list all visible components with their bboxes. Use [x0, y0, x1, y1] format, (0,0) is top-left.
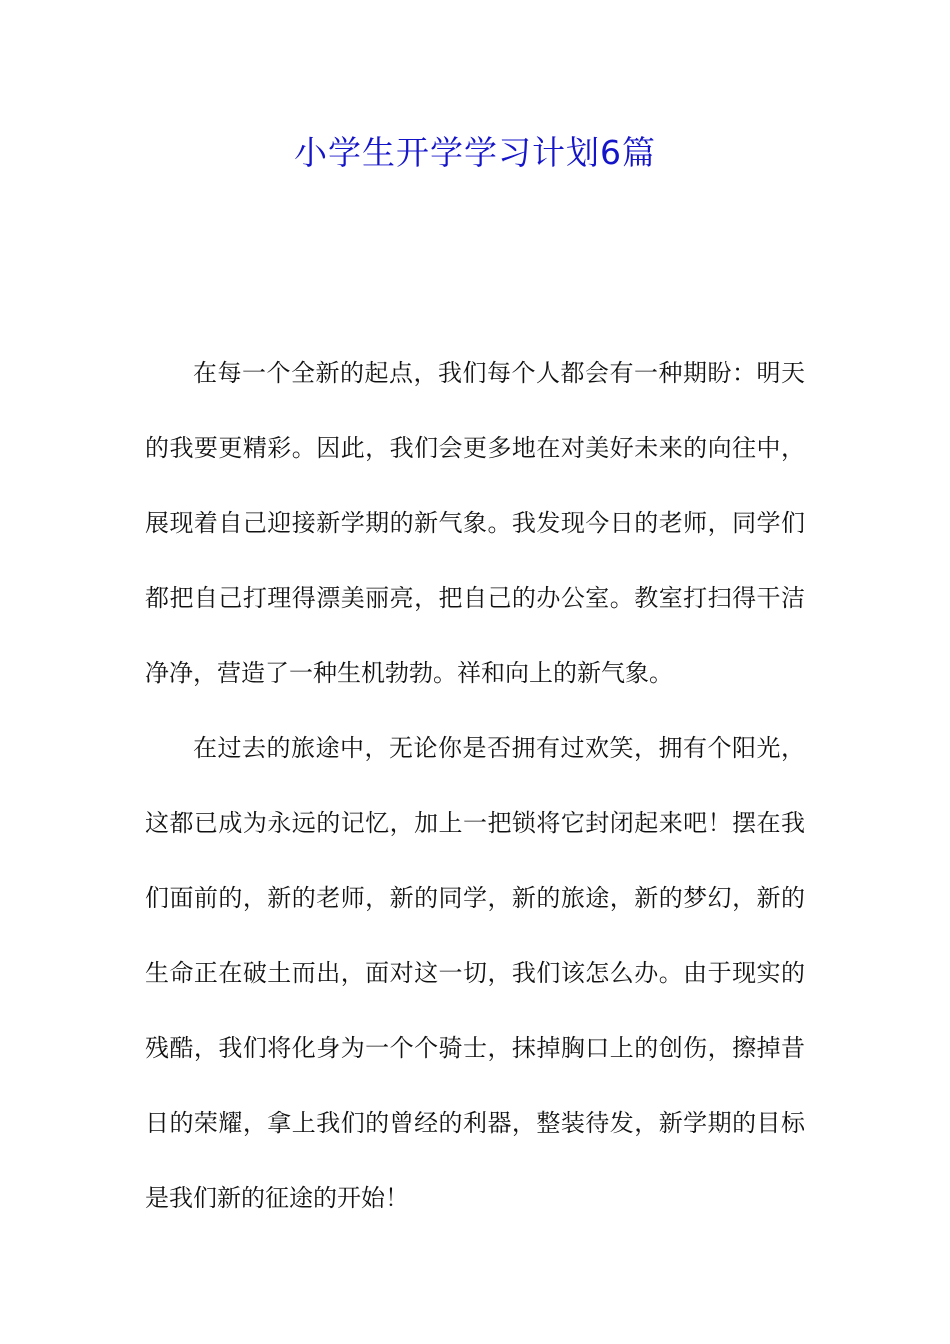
document-title: 小学生开学学习计划6篇 [294, 133, 656, 172]
document-body [145, 336, 805, 1236]
paragraph-1: 在每一个全新的起点，我们每个人都会有一种期盼：明天的我要更精彩。因此，我们会更多地在对美好未来的向往中，展现着自己迎接新学期的新气象。我发现今日的老师，同学们都把自己打理得漂美丽亮，把自己的办公室。教室打扫得干洁净净，营造了一种生机勃勃。祥和向上的新气象。 [145, 359, 805, 687]
paragraph-2: 在过去的旅途中，无论你是否拥有过欢笑，拥有个阳光，这都已成为永远的记忆，加上一把锁将它封闭起来吧！摆在我们面前的，新的老师，新的同学，新的旅途，新的梦幻，新的生命正在破土而出，面对这一切，我们该怎么办。由于现实的残酷，我们将化身为一个个骑士，抹掉胸口上的创伤，擦掉昔日的荣耀，拿上我们的曾经的利器，整装待发，新学期的目标是我们新的征途的开始！ [145, 734, 805, 1212]
